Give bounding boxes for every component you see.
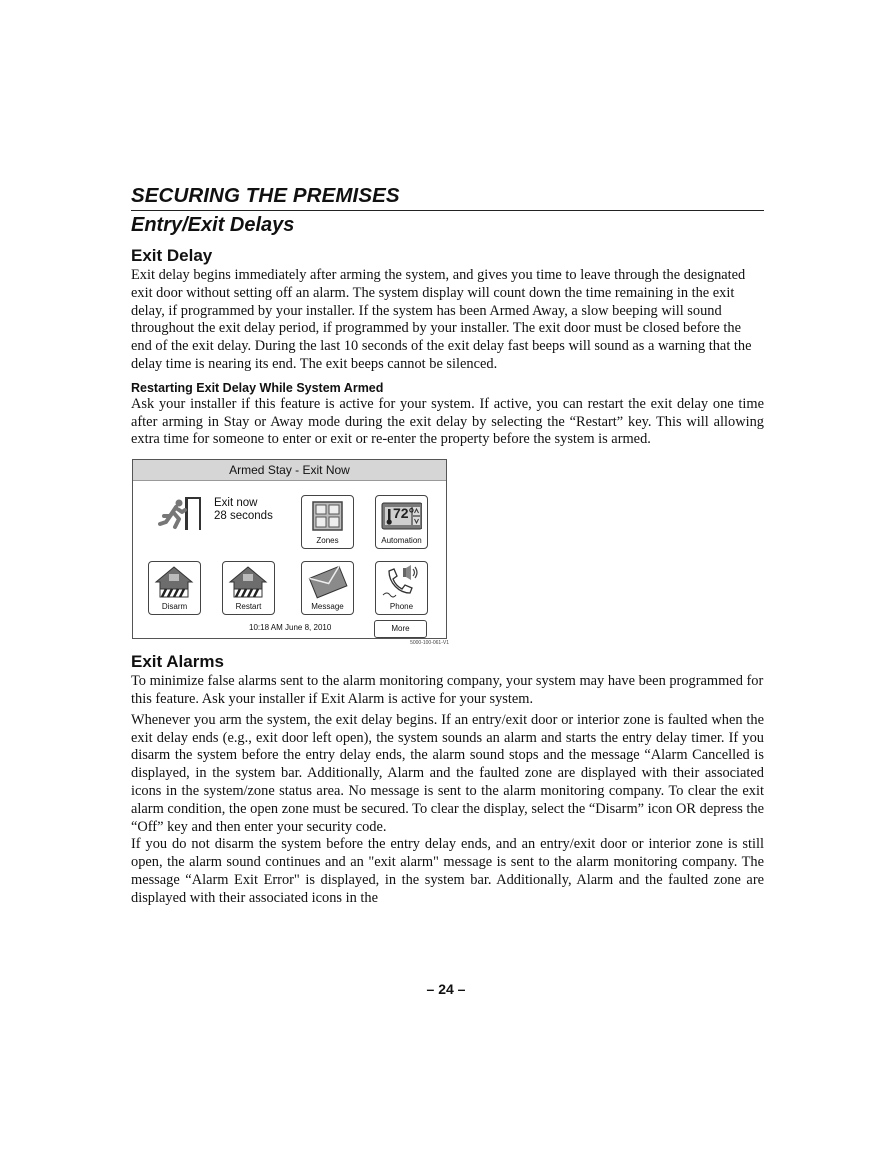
envelope-icon bbox=[307, 565, 348, 599]
message-label: Message bbox=[311, 602, 344, 612]
exit-now-label: Exit now bbox=[214, 497, 258, 510]
date-time: 10:18 AM June 8, 2010 bbox=[249, 623, 332, 633]
page-number: – 24 – bbox=[426, 981, 466, 997]
restart-label: Restart bbox=[235, 602, 262, 612]
section-title: SECURING THE PREMISES bbox=[131, 184, 400, 207]
keypad-screen-figure bbox=[132, 459, 447, 639]
phone-label: Phone bbox=[389, 602, 414, 612]
exit-person-icon bbox=[155, 496, 207, 532]
subsection-title: Entry/Exit Delays bbox=[131, 214, 295, 236]
phone-button[interactable] bbox=[375, 561, 428, 615]
more-button[interactable]: More bbox=[374, 620, 427, 638]
system-status-bar: Armed Stay - Exit Now bbox=[133, 460, 446, 481]
manual-page bbox=[131, 184, 764, 908]
exit-countdown bbox=[214, 497, 273, 522]
exit-seconds-label: 28 seconds bbox=[214, 509, 273, 522]
restart-house-icon bbox=[228, 565, 269, 599]
zones-icon bbox=[307, 499, 348, 533]
message-button[interactable] bbox=[301, 561, 354, 615]
exit-delay-paragraph: Exit delay begins immediately after arming the system, and gives you time to leave through the designated exit door without setting off an alarm. The system display will count down the time remaining in the exit delay, if programmed by your installer. If the system has been Armed Away, a slow beeping will sound throughout the exit delay period, if programmed by your installer. The exit door must be closed before the end of the exit delay. During the last 10 seconds of the exit delay fast beeps will sound as a warning that the delay time is nearing its end. The exit beeps cannot be silenced. bbox=[131, 267, 752, 372]
disarm-house-icon bbox=[154, 565, 195, 599]
restart-paragraph: Ask your installer if this feature is active for your system. If active, you can restart the exit delay one time after arming in Stay or Away mode during the exit delay by selecting the “Restart” key. This will allowing extra time for someone to enter or exit or re-enter the property before the system is armed. bbox=[131, 395, 764, 448]
phone-icon bbox=[381, 565, 422, 599]
exit-alarms-paragraph-1: To minimize false alarms sent to the alarm monitoring company, your system may have been programmed for this feature. Ask your installer if Exit Alarm is active for your system. bbox=[131, 673, 764, 707]
restart-button[interactable] bbox=[222, 561, 275, 615]
exit-alarms-paragraph-3: If you do not disarm the system before the entry delay ends, and an entry/exit door or interior zone is still open, the alarm sound continues and an "exit alarm" message is sent to the alarm monitoring company. The message “Alarm Exit Error" is displayed, in the system bar. Additionally, Alarm and the faulted zone are displayed with their associated icons in the bbox=[131, 836, 764, 906]
automation-button[interactable] bbox=[375, 495, 428, 549]
exit-alarms-heading: Exit Alarms bbox=[131, 652, 224, 672]
figure-id: 5000-100-061-V1 bbox=[410, 640, 449, 647]
exit-alarms-paragraph-2: Whenever you arm the system, the exit delay begins. If an entry/exit door or interior zone is faulted when the exit delay ends (e.g., exit door left open), the system sounds an alarm and starts the entry delay timer. If you disarm the system before the entry delay ends, the alarm sound stops and the message “Alarm Cancelled is displayed, in the system bar. Additionally, Alarm and the faulted zone are displayed with their associated icons in the system/zone status area. No message is sent to the alarm monitoring company. To clear the exit alarm condition, the open zone must be secured. To clear the display, select the “Disarm” icon OR depress the “Off” key and then enter your security code. bbox=[131, 711, 764, 835]
exit-delay-heading: Exit Delay bbox=[131, 246, 213, 265]
disarm-button[interactable] bbox=[148, 561, 201, 615]
zones-button[interactable] bbox=[301, 495, 354, 549]
disarm-label: Disarm bbox=[161, 602, 188, 612]
automation-label: Automation bbox=[381, 536, 422, 546]
title-rule bbox=[131, 210, 764, 211]
restart-heading: Restarting Exit Delay While System Armed bbox=[131, 380, 384, 395]
zones-label: Zones bbox=[316, 536, 339, 546]
temperature-readout: 72° bbox=[393, 505, 415, 522]
